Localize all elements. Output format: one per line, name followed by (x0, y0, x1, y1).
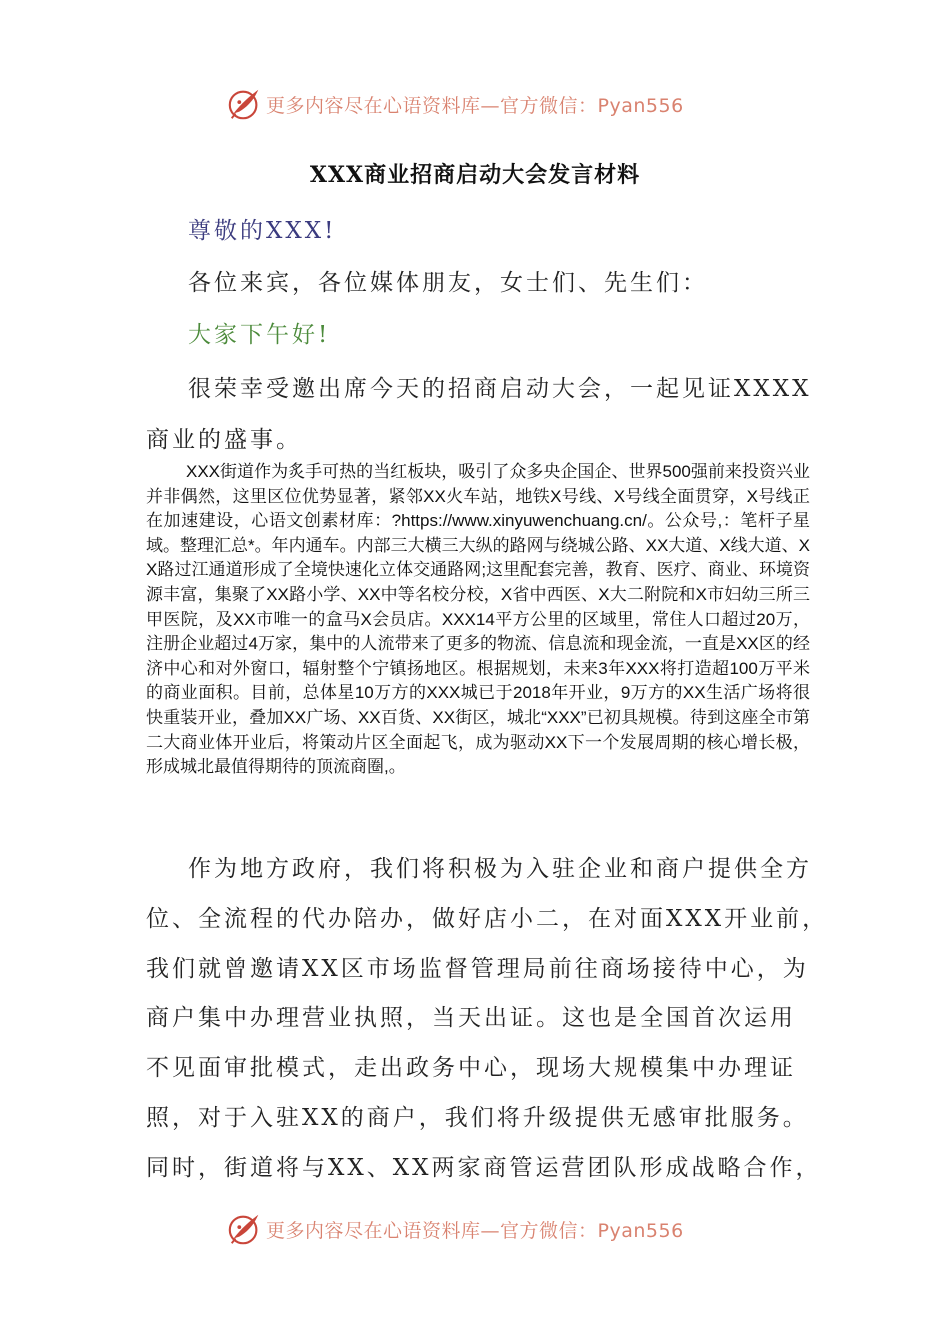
quill-logo-icon (226, 1210, 264, 1248)
banner-text: 更多内容尽在心语资料库—官方微信：Pyan556 (266, 1219, 684, 1242)
paragraph-line: 商户集中办理营业执照，当天出证。这也是全国首次运用 (146, 1005, 796, 1031)
district-overview-paragraph: XXX街道作为炙手可热的当红板块，吸引了众多央企国企、世界500强前来投资兴业并非偶然，这里区位优势显著，紧邻XX火车站，地铁X号线、X号线全面贯穿，X号线正在加速建设，心语文创素材库：?https://www.xinyuwenchuang.cn/。公众号,：笔杆子星域。整理汇总*。年内通车。内部三大横三大纵的路网与绕城公路、XX大道、X线大道、XX路过江通道形成了全境快速化立体交通路网;这里配套完善，教育、医疗、商业、环境资源丰富，集聚了XX路小学、XX中等名校分校，X省中西医、X大二附院和X市妇幼三所三甲医院，及XX市唯一的盒马X会员店。XXX14平方公里的区域里，常住人口超过20万，注册企业超过4万家，集中的人流带来了更多的物流、信息流和现金流，一直是XX区的经济中心和对外窗口，辐射整个宁镇扬地区。根据规划，未来3年XXX将打造超100万平米的商业面积。目前，总体星10万方的XXX城已于2018年开业，9万方的XX生活广场将很快重装开业，叠加XX广场、XX百货、XX街区，城北“XXX”已初具规模。待到这座全市第二大商业体开业后，将策动片区全面起飞，成为驱动XX下一个发展周期的核心增长极，形成城北最值得期待的顶流商圈,。 (146, 462, 810, 777)
intro-line-2: 商业的盛事。 (146, 427, 302, 453)
banner-wechat-id: Pyan556 (597, 94, 684, 117)
greeting: 大家下午好! (188, 322, 331, 348)
banner-wechat-id: Pyan556 (597, 1219, 684, 1242)
intro-line-1: 很荣幸受邀出席今天的招商启动大会，一起见证XXXX (188, 376, 812, 402)
banner-text: 更多内容尽在心语资料库—官方微信：Pyan556 (266, 94, 684, 117)
salutation: 尊敬的XXX! (188, 218, 337, 244)
paragraph-line: 我们就曾邀请XX区市场监督管理局前往商场接待中心，为 (146, 956, 809, 982)
paragraph-line: 照，对于入驻XX的商户，我们将升级提供无感审批服务。 (146, 1105, 809, 1131)
paragraph-line: 同时，街道将与XX、XX两家商管运营团队形成战略合作， (146, 1155, 822, 1181)
paragraph-line: 位、全流程的代办陪办，做好店小二，在对面XXX开业前， (146, 906, 829, 932)
quill-logo-icon (226, 85, 264, 123)
audience-greeting: 各位来宾，各位媒体朋友，女士们、先生们： (188, 270, 708, 296)
header-banner (226, 84, 684, 124)
paragraph-line: 不见面审批模式，走出政务中心，现场大规模集中办理证 (146, 1055, 796, 1081)
footer-banner (226, 1209, 684, 1249)
document-title: XXX商业招商启动大会发言材料 (309, 162, 641, 188)
paragraph-line: 作为地方政府，我们将积极为入驻企业和商户提供全方 (188, 856, 812, 882)
